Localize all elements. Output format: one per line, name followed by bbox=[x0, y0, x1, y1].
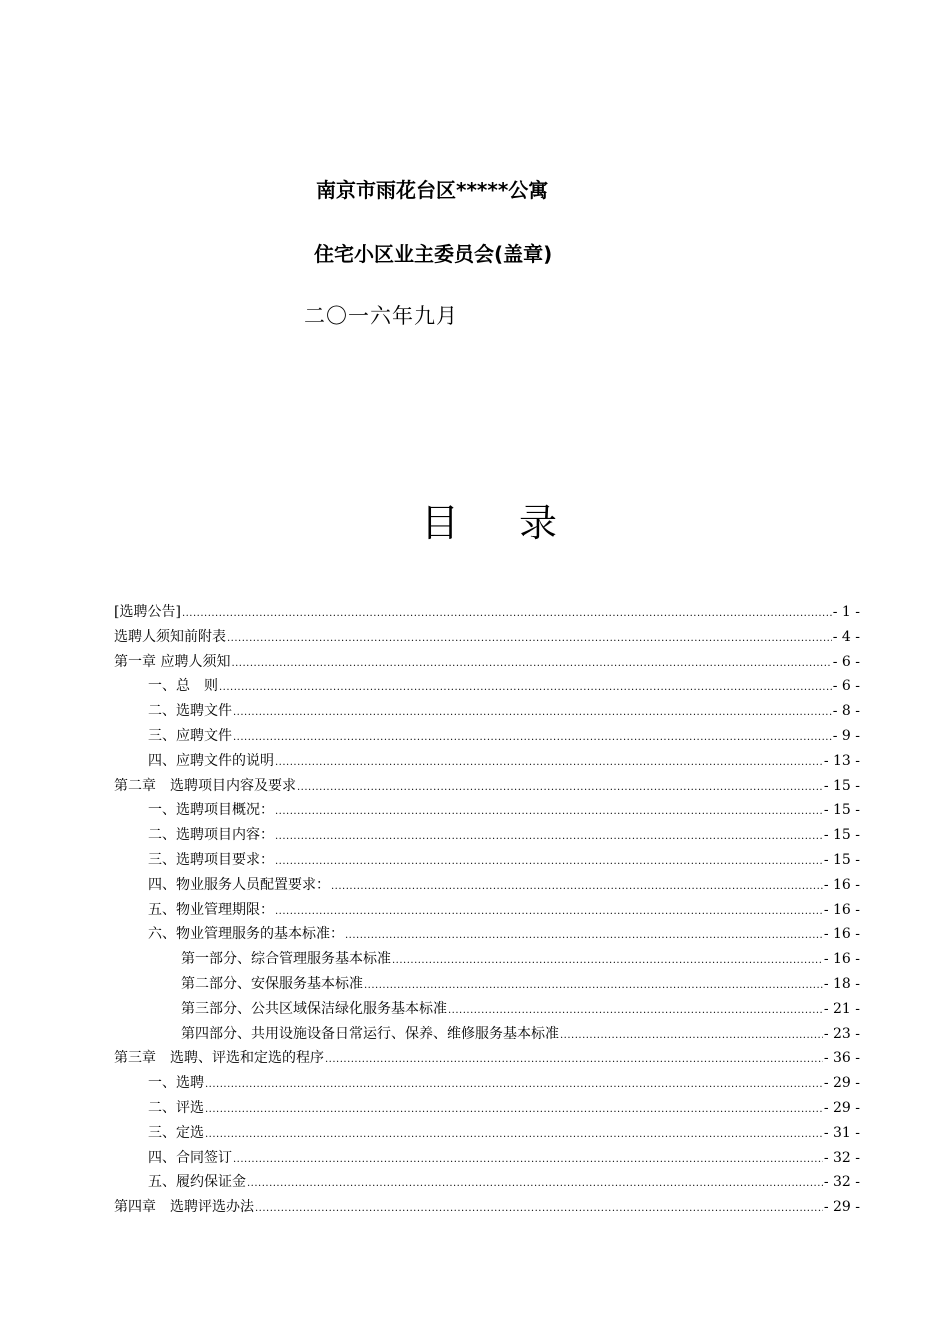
toc-entry-page: - 32 - bbox=[823, 1174, 860, 1191]
toc-entry[interactable] bbox=[114, 699, 860, 724]
toc-entry-text: 第一部分、综合管理服务基本标准 bbox=[181, 951, 391, 968]
toc-entry-page: - 29 - bbox=[823, 1099, 860, 1116]
toc-entry-page: - 4 - bbox=[832, 628, 860, 645]
toc-leader-dots bbox=[182, 602, 832, 627]
toc-entry[interactable] bbox=[114, 774, 860, 799]
toc-entry[interactable] bbox=[114, 724, 860, 749]
toc-title-char: 录 bbox=[519, 501, 558, 545]
toc-leader-dots bbox=[205, 1123, 823, 1148]
cover-organization: 南京市雨花台区*****公寓 bbox=[316, 178, 549, 202]
toc-entry-page: - 18 - bbox=[823, 975, 860, 992]
toc-entry-text: 一、选聘 bbox=[148, 1075, 204, 1092]
toc-entry-page: - 29 - bbox=[823, 1075, 860, 1092]
toc-entry-page: - 15 - bbox=[823, 851, 860, 868]
cover-date: 二〇一六年九月 bbox=[304, 304, 458, 328]
toc-leader-dots bbox=[275, 850, 823, 875]
toc-entry-page: - 16 - bbox=[823, 901, 860, 918]
toc-leader-dots bbox=[227, 627, 832, 652]
toc-entry-text: 五、履约保证金 bbox=[148, 1174, 246, 1191]
toc-entry[interactable] bbox=[114, 823, 860, 848]
toc-entry-page: - 13 - bbox=[823, 752, 860, 769]
toc-entry-text: 第二章 选聘项目内容及要求 bbox=[114, 777, 296, 794]
toc-entry[interactable] bbox=[114, 625, 860, 650]
toc-entry-page: - 31 - bbox=[823, 1124, 860, 1141]
toc-leader-dots bbox=[331, 875, 823, 900]
toc-entry-page: - 15 - bbox=[823, 802, 860, 819]
toc-title-char: 目 bbox=[420, 501, 459, 545]
toc-entry[interactable] bbox=[114, 1022, 860, 1047]
toc-entry-text: 第一章 应聘人须知 bbox=[114, 653, 231, 670]
toc-entry[interactable] bbox=[114, 650, 860, 675]
toc-leader-dots bbox=[219, 676, 832, 701]
toc-leader-dots bbox=[364, 974, 823, 999]
toc-leader-dots bbox=[560, 1024, 823, 1049]
toc-entry-page: - 8 - bbox=[832, 703, 860, 720]
toc-leader-dots bbox=[297, 776, 823, 801]
toc-leader-dots bbox=[233, 1148, 823, 1173]
toc-entry[interactable] bbox=[114, 997, 860, 1022]
toc-entry[interactable] bbox=[114, 972, 860, 997]
toc-entry[interactable] bbox=[114, 922, 860, 947]
toc-entry-text: 第三部分、公共区域保洁绿化服务基本标准 bbox=[181, 1000, 447, 1017]
toc-leader-dots bbox=[275, 900, 823, 925]
toc-leader-dots bbox=[205, 1073, 823, 1098]
cover-committee: 住宅小区业主委员会(盖章) bbox=[314, 242, 553, 266]
toc-leader-dots bbox=[233, 726, 832, 751]
toc-entry-text: 五、物业管理期限： bbox=[148, 901, 274, 918]
toc-leader-dots bbox=[325, 1048, 823, 1073]
toc-entry-text: 第二部分、安保服务基本标准 bbox=[181, 975, 363, 992]
toc-entry[interactable] bbox=[114, 1146, 860, 1171]
toc-entry-text: 选聘人须知前附表 bbox=[114, 628, 226, 645]
toc-entry-page: - 16 - bbox=[823, 951, 860, 968]
toc-entry-text: 第四章 选聘评选办法 bbox=[114, 1199, 254, 1216]
toc-entry[interactable] bbox=[114, 1046, 860, 1071]
toc-leader-dots bbox=[448, 999, 823, 1024]
toc-leader-dots bbox=[275, 800, 823, 825]
toc-entry-text: 一、选聘项目概况： bbox=[148, 802, 274, 819]
toc-entry-page: - 6 - bbox=[832, 653, 860, 670]
toc-leader-dots bbox=[345, 924, 823, 949]
toc-entry-text: 二、评选 bbox=[148, 1099, 204, 1116]
toc-entry[interactable] bbox=[114, 1071, 860, 1096]
toc-entry-text: 三、选聘项目要求： bbox=[148, 851, 274, 868]
toc-entry-text: 四、合同签订 bbox=[148, 1149, 232, 1166]
table-of-contents bbox=[114, 600, 860, 1220]
toc-entry[interactable] bbox=[114, 848, 860, 873]
toc-entry-page: - 9 - bbox=[832, 727, 860, 744]
toc-entry-text: 第四部分、共用设施设备日常运行、保养、维修服务基本标准 bbox=[181, 1025, 559, 1042]
toc-entry[interactable] bbox=[114, 947, 860, 972]
toc-entry-text: 六、物业管理服务的基本标准： bbox=[148, 926, 344, 943]
toc-entry-page: - 16 - bbox=[823, 876, 860, 893]
toc-entry-page: - 1 - bbox=[832, 604, 860, 620]
toc-entry-text: [选聘公告] bbox=[114, 604, 181, 620]
toc-entry[interactable] bbox=[114, 1096, 860, 1121]
toc-entry-text: 三、定选 bbox=[148, 1124, 204, 1141]
toc-entry-page: - 36 - bbox=[823, 1050, 860, 1067]
toc-entry-text: 四、物业服务人员配置要求： bbox=[148, 876, 330, 893]
toc-entry-page: - 21 - bbox=[823, 1000, 860, 1017]
toc-entry-text: 一、总 则 bbox=[148, 678, 218, 695]
toc-entry-page: - 16 - bbox=[823, 926, 860, 943]
toc-entry-page: - 29 - bbox=[823, 1199, 860, 1216]
toc-title bbox=[0, 492, 950, 547]
toc-entry-text: 四、应聘文件的说明 bbox=[148, 752, 274, 769]
toc-entry[interactable] bbox=[114, 749, 860, 774]
toc-entry[interactable] bbox=[114, 873, 860, 898]
toc-entry-text: 三、应聘文件 bbox=[148, 727, 232, 744]
toc-entry-page: - 23 - bbox=[823, 1025, 860, 1042]
toc-leader-dots bbox=[231, 652, 831, 677]
toc-leader-dots bbox=[205, 1098, 823, 1123]
toc-entry[interactable] bbox=[114, 600, 860, 625]
toc-entry[interactable] bbox=[114, 798, 860, 823]
toc-entry-text: 第三章 选聘、评选和定选的程序 bbox=[114, 1050, 324, 1067]
toc-leader-dots bbox=[275, 825, 823, 850]
toc-entry[interactable] bbox=[114, 1121, 860, 1146]
toc-leader-dots bbox=[233, 701, 832, 726]
toc-entry[interactable] bbox=[114, 898, 860, 923]
toc-leader-dots bbox=[247, 1172, 823, 1197]
toc-entry[interactable] bbox=[114, 1170, 860, 1195]
toc-entry-page: - 32 - bbox=[823, 1149, 860, 1166]
toc-entry-page: - 15 - bbox=[823, 827, 860, 844]
toc-leader-dots bbox=[275, 751, 823, 776]
toc-entry-page: - 15 - bbox=[823, 777, 860, 794]
toc-entry[interactable] bbox=[114, 1195, 860, 1220]
toc-entry-text: 二、选聘项目内容： bbox=[148, 827, 274, 844]
toc-entry[interactable] bbox=[114, 674, 860, 699]
toc-leader-dots bbox=[255, 1197, 823, 1222]
toc-entry-page: - 6 - bbox=[832, 678, 860, 695]
toc-leader-dots bbox=[392, 949, 823, 974]
toc-entry-text: 二、选聘文件 bbox=[148, 703, 232, 720]
